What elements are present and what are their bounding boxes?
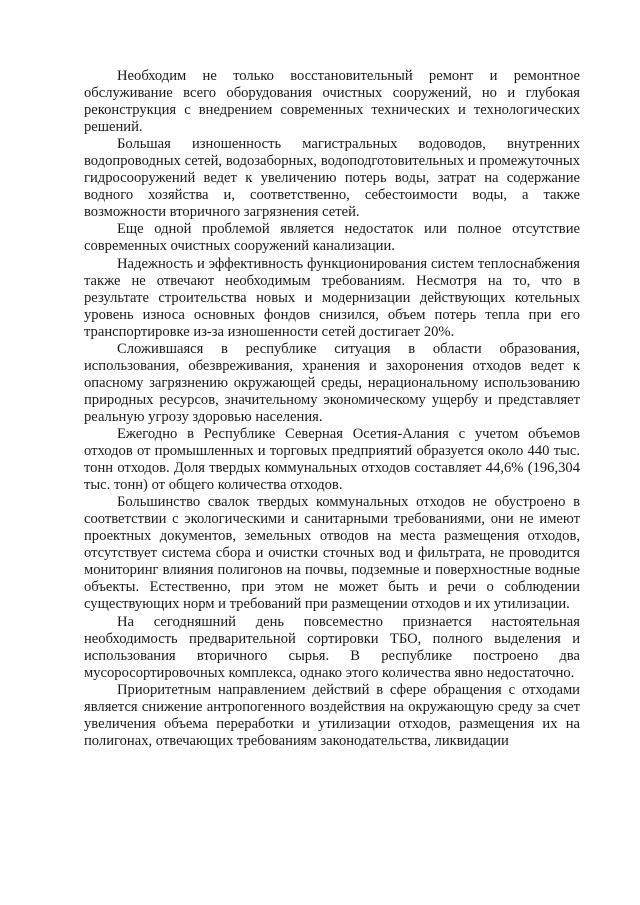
paragraph: Большинство свалок твердых коммунальных отходов не обустроено в соответствии с экологическими и санитарными требованиями, они не имеют проектных документов, земельных отводов на места размещения отходов, отсутствует система сбора и очистки сточных вод и фильтрата, не проводится мониторинг влияния полигонов на почвы, подземные и поверхностные водные объекты. Естественно, при этом не может быть и речи о соблюдении существующих норм и требований при размещении отходов и их утилизации. xyxy=(84,494,580,613)
paragraph: Необходим не только восстановительный ремонт и ремонтное обслуживание всего оборудования очистных сооружений, но и глубокая реконструкция с внедрением современных технических и технологических решений. xyxy=(84,68,580,136)
paragraph: Большая изношенность магистральных водоводов, внутренних водопроводных сетей, водозаборных, водоподготовительных и промежуточных гидросооружений ведет к увеличению потерь воды, затрат на содержание водного хозяйства и, соответственно, себестоимости воды, а также возможности вторичного загрязнения сетей. xyxy=(84,136,580,221)
paragraph: Ежегодно в Республике Северная Осетия-Алания с учетом объемов отходов от промышленных и торговых предприятий образуется около 440 тыс. тонн отходов. Доля твердых коммунальных отходов составляет 44,6% (196,304 тыс. тонн) от общего количества отходов. xyxy=(84,425,580,494)
paragraph: Надежность и эффективность функционирования систем теплоснабжения также не отвечают необходимым требованиям. Несмотря на то, что в результате строительства новых и модернизации действующих котельных уровень износа основных фондов снизился, объем потерь тепла при его транспортировке из-за изношенности сетей достигает 20%. xyxy=(84,255,580,340)
document-body xyxy=(84,68,580,750)
paragraph: Приоритетным направлением действий в сфере обращения с отходами является снижение антропогенного воздействия на окружающую среду за счет увеличения объема переработки и утилизации отходов, размещения их на полигонах, отвечающих требованиям законодательства, ликвидации xyxy=(84,681,580,749)
paragraph: На сегодняшний день повсеместно признается настоятельная необходимость предварительной сортировки ТБО, полного выделения и использования вторичного сырья. В республике построено два мусоросортировочных комплекса, однако этого количества явно недостаточно. xyxy=(84,613,580,681)
paragraph: Сложившаяся в республике ситуация в области образования, использования, обезвреживания, хранения и захоронения отходов ведет к опасному загрязнению окружающей среды, нерациональному использованию природных ресурсов, значительному экономическому ущербу и представляет реальную угрозу здоровью населения. xyxy=(84,340,580,425)
paragraph: Еще одной проблемой является недостаток или полное отсутствие современных очистных сооружений канализации. xyxy=(84,221,580,255)
